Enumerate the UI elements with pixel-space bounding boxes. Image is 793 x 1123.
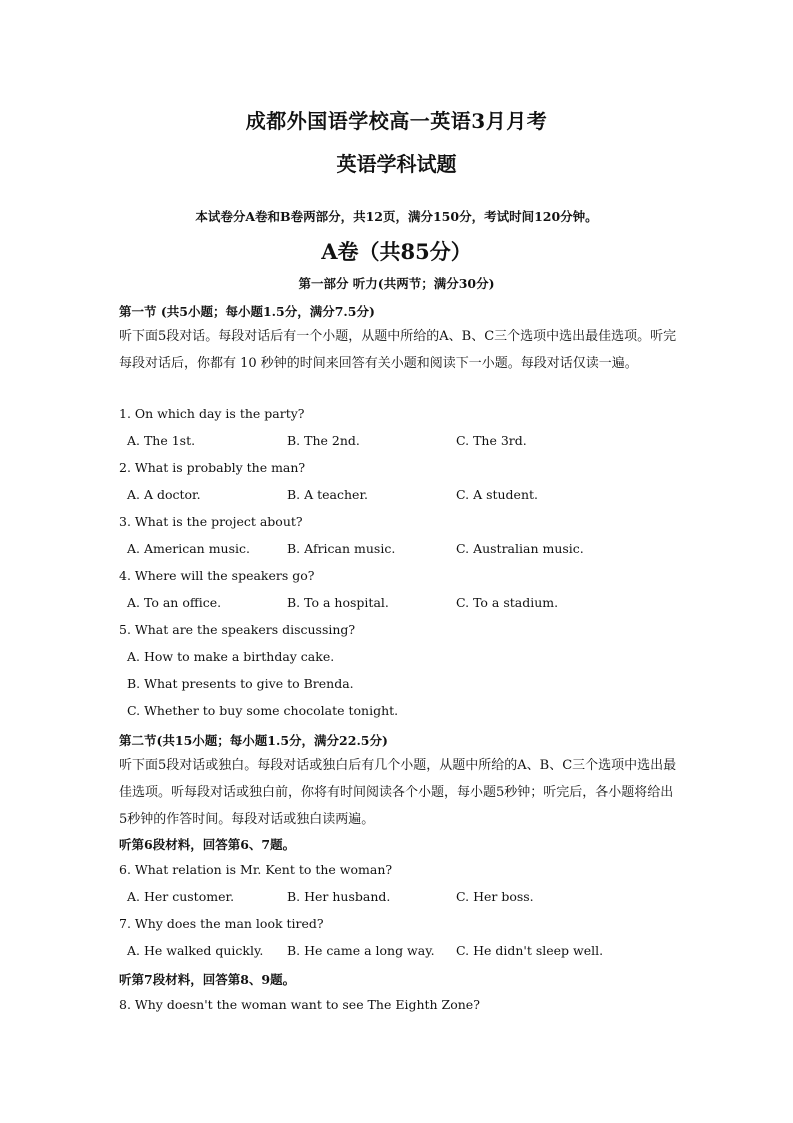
question-3: 3. What is the project about?	[119, 514, 303, 529]
q5-option-a: A. How to make a birthday cake.	[127, 649, 335, 664]
q2-option-a: A. A doctor.	[127, 487, 201, 502]
q7-option-b: B. He came a long way.	[287, 943, 435, 958]
q3-option-a: A. American music.	[127, 541, 250, 556]
q4-option-a: A. To an office.	[127, 595, 222, 610]
q2-option-b: B. A teacher.	[287, 487, 369, 502]
question-4: 4. Where will the speakers go?	[119, 568, 315, 583]
exam-info: 本试卷分A卷和B卷两部分，共12页，满分150分，考试时间120分钟。	[195, 209, 598, 224]
question-6: 6. What relation is Mr. Kent to the woman?	[119, 862, 393, 877]
question-7: 7. Why does the man look tired?	[119, 916, 324, 931]
q2-option-c: C. A student.	[456, 487, 539, 502]
question-5: 5. What are the speakers discussing?	[119, 622, 356, 637]
part1-heading: 第一部分 听力(共两节；满分30分)	[298, 276, 495, 291]
q5-option-c: C. Whether to buy some chocolate tonight.	[127, 703, 399, 718]
q6-option-b: B. Her husband.	[287, 889, 391, 904]
question-1: 1. On which day is the party?	[119, 406, 305, 421]
section2-heading: 第二节(共15小题；每小题1.5分，满分22.5分)	[119, 733, 388, 748]
material-7-heading: 听第7段材料，回答第8、9题。	[119, 972, 296, 987]
q4-option-b: B. To a hospital.	[287, 595, 389, 610]
section2-instructions: 听下面5段对话或独白。每段对话或独白后有几个小题，从题中所给的A、B、C三个选项中选出最佳选项。听每段对话或独白前，你将有时间阅读各个小题，每小题5秒钟；听完后，各小题将给出5秒钟的作答时间。每段对话或独白读两遍。	[119, 758, 677, 827]
q5-option-b: B. What presents to give to Brenda.	[127, 676, 354, 691]
material-6-heading: 听第6段材料，回答第6、7题。	[119, 837, 296, 852]
section1-heading: 第一节 (共5小题；每小题1.5分，满分7.5分)	[119, 304, 375, 319]
volume-a-title: A卷（共85分）	[321, 239, 472, 264]
q3-option-b: B. African music.	[287, 541, 396, 556]
q1-option-b: B. The 2nd.	[287, 433, 360, 448]
q6-option-a: A. Her customer.	[127, 889, 235, 904]
q4-option-c: C. To a stadium.	[456, 595, 559, 610]
q7-option-a: A. He walked quickly.	[127, 943, 264, 958]
exam-subtitle: 英语学科试题	[336, 152, 457, 176]
section1-instructions: 听下面5段对话。每段对话后有一个小题，从题中所给的A、B、C三个选项中选出最佳选项。听完每段对话后，你都有 10 秒钟的时间来回答有关小题和阅读下一小题。每段对话仅读一遍。	[119, 329, 677, 371]
exam-title: 成都外国语学校高一英语3月月考	[245, 109, 548, 133]
q1-option-a: A. The 1st.	[127, 433, 196, 448]
question-2: 2. What is probably the man?	[119, 460, 306, 475]
q3-option-c: C. Australian music.	[456, 541, 584, 556]
question-8: 8. Why doesn't the woman want to see The Eighth Zone?	[119, 997, 480, 1012]
q7-option-c: C. He didn't sleep well.	[456, 943, 604, 958]
q1-option-c: C. The 3rd.	[456, 433, 527, 448]
q6-option-c: C. Her boss.	[456, 889, 534, 904]
